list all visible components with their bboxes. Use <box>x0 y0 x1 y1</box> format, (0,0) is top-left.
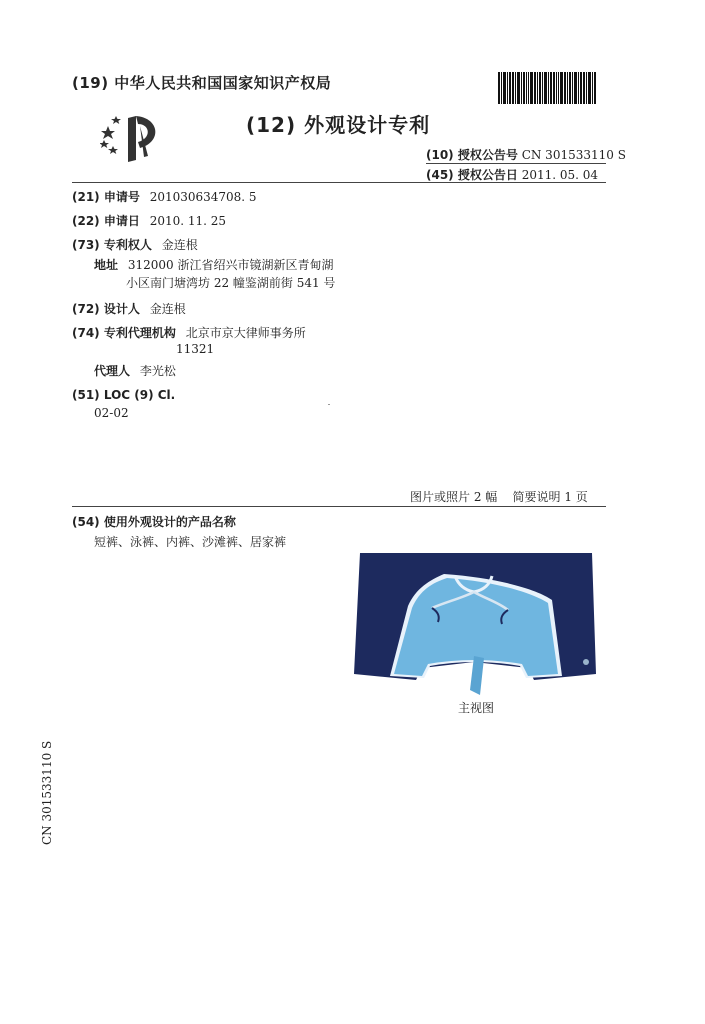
barcode <box>498 72 606 104</box>
side-document-code: CN 301533110 S <box>40 740 54 845</box>
product-name-row <box>72 513 236 530</box>
agency: 北京市京大律师事务所 <box>185 326 306 340</box>
patentee-row <box>72 236 198 253</box>
document-type: (12) 外观设计专利 <box>246 113 431 137</box>
agent: 李光松 <box>139 364 176 378</box>
loc-value: 02-02 <box>94 406 129 420</box>
agent-row <box>94 362 176 379</box>
grant-number-row <box>426 146 626 163</box>
agency-code: 11321 <box>176 342 215 356</box>
swim-trunks-front-view <box>350 550 602 695</box>
office-name: (19) 中华人民共和国国家知识产权局 <box>72 74 332 92</box>
filing-date-row <box>72 212 226 229</box>
agency-row <box>72 324 306 341</box>
loc-label: (51) LOC (9) Cl. <box>72 388 176 402</box>
figures-count: 图片或照片 2 幅 <box>410 490 498 504</box>
filing-date-label: (22) 申请日 <box>72 214 140 228</box>
address-label: 地址 <box>94 258 119 272</box>
address-line-2: 小区南门塘湾坊 22 幢鉴湖前街 541 号 <box>126 276 336 290</box>
application-number: 201030634708. 5 <box>149 190 257 204</box>
grant-number-label: (10) 授权公告号 <box>426 148 518 162</box>
patentee: 金连根 <box>161 238 198 252</box>
designer-row <box>72 300 186 317</box>
patentee-label: (73) 专利权人 <box>72 238 152 252</box>
patent-office-logo <box>100 112 170 164</box>
description-pages: 简要说明 1 页 <box>512 490 588 504</box>
scan-speck <box>328 404 330 405</box>
figure-caption: 主视图 <box>458 701 495 715</box>
grant-date: 2011. 05. 04 <box>521 168 599 182</box>
product-names: 短裤、泳裤、内裤、沙滩裤、居家裤 <box>94 535 287 549</box>
loc-row <box>72 388 175 402</box>
product-name-label: (54) 使用外观设计的产品名称 <box>72 515 236 529</box>
application-number-row <box>72 188 257 205</box>
grant-date-label: (45) 授权公告日 <box>426 168 518 182</box>
agency-label: (74) 专利代理机构 <box>72 326 176 340</box>
filing-date: 2010. 11. 25 <box>149 214 227 228</box>
agent-label: 代理人 <box>94 364 131 378</box>
address-line-1: 312000 浙江省绍兴市镜湖新区青甸湖 <box>127 258 334 272</box>
address-row <box>94 256 333 273</box>
summary-row <box>410 488 588 505</box>
header-divider <box>72 182 606 183</box>
designer: 金连根 <box>149 302 186 316</box>
grant-number: CN 301533110 S <box>521 148 626 162</box>
header-divider-short <box>426 163 606 164</box>
section-divider <box>72 506 606 507</box>
designer-label: (72) 设计人 <box>72 302 140 316</box>
application-number-label: (21) 申请号 <box>72 190 140 204</box>
grant-date-row <box>426 166 598 183</box>
